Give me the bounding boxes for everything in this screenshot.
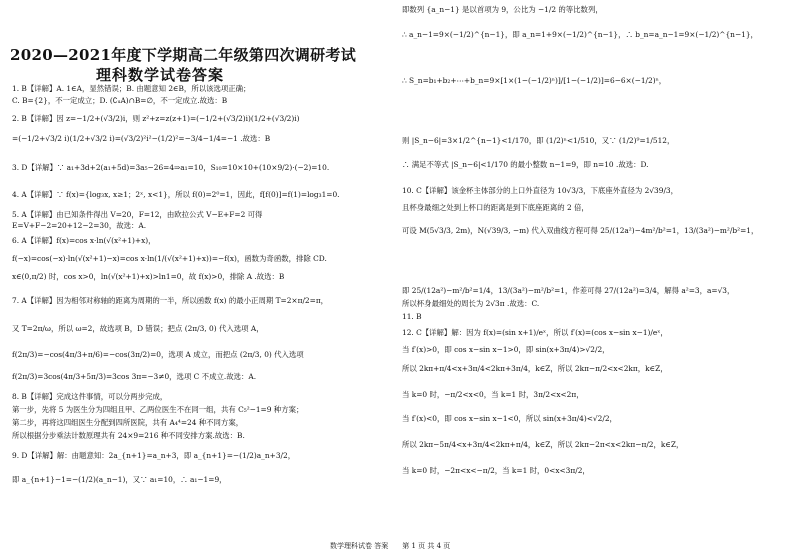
exam-subtitle: 理科数学试卷答案: [96, 66, 225, 84]
answer-line: 2. B【详解】因 z=−1/2+(√3/2)i，则 z²+z=z(z+1)=(−1/2+(√3/2)i)(1/2+(√3/2)i): [12, 114, 300, 123]
answer-line: 当 k=0 时，−2π<x<−π/2，当 k=1 时，0<x<3π/2，: [402, 466, 590, 475]
answer-line: 当 f′(x)>0，即 cos x−sin x−1>0，即 sin(x+3π/4)>√2/2，: [402, 345, 610, 354]
answer-line: 1. B【详解】A. 1∈A，显然错误；B. 由题意知 2∈B，所以该选项正确；: [12, 84, 251, 93]
answer-line: 9. D【详解】解：由题意知：2a_{n+1}=a_n+3，即 a_{n+1}=−(1/2)a_n+3/2，: [12, 451, 296, 460]
answer-line: f(2π/3)=−cos(4π/3+π/6)=−cos(3π/2)=0，选项 A 成立，而把点 (2π/3, 0) 代入选项: [12, 350, 304, 359]
answer-line: f(−x)=cos(−x)·ln(√(x²+1)−x)=cos x·ln(1/(√(x²+1)+x))=−f(x)，函数为奇函数，排除 CD.: [12, 254, 327, 263]
answer-line: 12. C【详解】解：因为 f(x)=(sin x+1)/eˣ，所以 f′(x)=(cos x−sin x−1)/eˣ，: [402, 328, 668, 337]
answer-line: ∴ 满足不等式 |S_n−6|<1/170 的最小整数 n−1=9，即 n=10 .故选：D.: [402, 160, 649, 169]
answer-line: 则 |S_n−6|=3×1/2^{n−1}<1/170，即 (1/2)ⁿ<1/510，又∵ (1/2)⁹=1/512，: [402, 136, 675, 145]
answer-line: 当 k=0 时，−π/2<x<0，当 k=1 时，3π/2<x<2π，: [402, 390, 584, 399]
answer-line: 第一步，先将 5 为医生分为四组且甲、乙两位医生不在同一组，共有 C₅²−1=9 种方案；: [12, 405, 304, 414]
answer-line: =(−1/2+√3/2 i)(1/2+√3/2 i)=(√3/2)²i²−(1/2)²=−3/4−1/4=−1 .故选：B: [12, 134, 271, 143]
answer-line: C. B={2}，不一定成立；D. (∁ᵤA)∩B=∅，不一定成立.故选：B: [12, 96, 228, 105]
answer-line: 又 T=2π/ω，所以 ω=2，故选项 B，D 错误；把点 (2π/3, 0) 代入选项 A，: [12, 324, 264, 333]
answer-line: 第二步，再将这四组医生分配到四所医院，共有 A₄⁴=24 种不同方案，: [12, 418, 244, 427]
answer-line: 6. A【详解】f(x)=cos x·ln(√(x²+1)+x)，: [12, 236, 156, 245]
answer-line: 且杯身最细之处到上杯口的距离是到下底座距离的 2 倍，: [402, 203, 589, 212]
answer-line: 4. A【详解】∵ f(x)={log₃x, x≥1；2ˣ, x<1}，所以 f(0)=2⁰=1，因此，f[f(0)]=f(1)=log₃1=0.: [12, 190, 340, 199]
answer-line: 当 f′(x)<0，即 cos x−sin x−1<0，所以 sin(x+3π/4)<√2/2，: [402, 414, 617, 423]
answer-line: f(2π/3)=3cos(4π/3+5π/3)=3cos 3π=−3≠0，选项 C 不成立.故选：A.: [12, 372, 257, 381]
answer-line: 11. B: [402, 312, 422, 321]
answer-line: 3. D【详解】∵ a₁+3d+2(a₁+5d)=3a₅−26=4⇒a₁=10，S₁₀=10×10+(10×9/2)·(−2)=10.: [12, 163, 330, 172]
answer-line: x∈(0,π/2) 时，cos x>0，ln(√(x²+1)+x)>ln1=0，故 f(x)>0，排除 A .故选：B: [12, 272, 285, 281]
answer-line: 所以根据分步乘法计数原理共有 24×9=216 种不同安排方案.故选：B.: [12, 431, 245, 440]
answer-line: 即数列 {a_n−1} 是以首项为 9，公比为 −1/2 的等比数列，: [402, 5, 603, 14]
answer-line: 即 25/(12a²)−m²/b²=1/4，13/(3a²)−m²/b²=1，作差可得 27/(12a²)=3/4，解得 a²=3，a=√3，: [402, 286, 735, 295]
answer-line: 所以 2kπ+π/4<x+3π/4<2kπ+3π/4，k∈Z，所以 2kπ−π/2<x<2kπ，k∈Z，: [402, 364, 668, 373]
answer-line: 8. B【详解】完成这件事情，可以分两步完成，: [12, 392, 168, 401]
answer-line: 7. A【详解】因为相邻对称轴的距离为周期的一半，所以函数 f(x) 的最小正周期 T=2×π/2=π，: [12, 296, 329, 305]
exam-title: 2020—2021年度下学期高二年级第四次调研考试: [10, 46, 356, 64]
answer-line: ∴ a_n−1=9×(−1/2)^{n−1}，即 a_n=1+9×(−1/2)^{n−1}，∴ b_n=a_n−1=9×(−1/2)^{n−1}，: [402, 30, 758, 39]
answer-line: 可设 M(5√3/3, 2m)，N(√39/3, −m) 代入双曲线方程可得 25/(12a²)−4m²/b²=1，13/(3a²)−m²/b²=1，: [402, 226, 759, 235]
answer-line: E=V+F−2=20+12−2=30，故选：A.: [12, 221, 147, 230]
page-footer: 数学理科试卷 答案 第 1 页 共 4 页: [330, 542, 451, 550]
answer-line: ∴ S_n=b₁+b₂+⋯+b_n=9×[1×(1−(−1/2)ⁿ)]/[1−(−1/2)]=6−6×(−1/2)ⁿ，: [402, 76, 667, 85]
answer-line: 所以 2kπ−5π/4<x+3π/4<2kπ+π/4，k∈Z，所以 2kπ−2π<x<2kπ−π/2，k∈Z，: [402, 440, 684, 449]
answer-line: 10. C【详解】该金杯主体部分的上口外直径为 10√3/3，下底座外直径为 2√39/3，: [402, 186, 679, 195]
answer-line: 所以杯身最细处的周长为 2√3π .故选：C.: [402, 299, 540, 308]
answer-line: 即 a_{n+1}−1=−(1/2)(a_n−1)，又∵ a₁=10，∴ a₁−1=9，: [12, 475, 227, 484]
answer-line: 5. A【详解】由已知条件得出 V=20，F=12，由欧拉公式 V−E+F=2 可得: [12, 210, 263, 219]
